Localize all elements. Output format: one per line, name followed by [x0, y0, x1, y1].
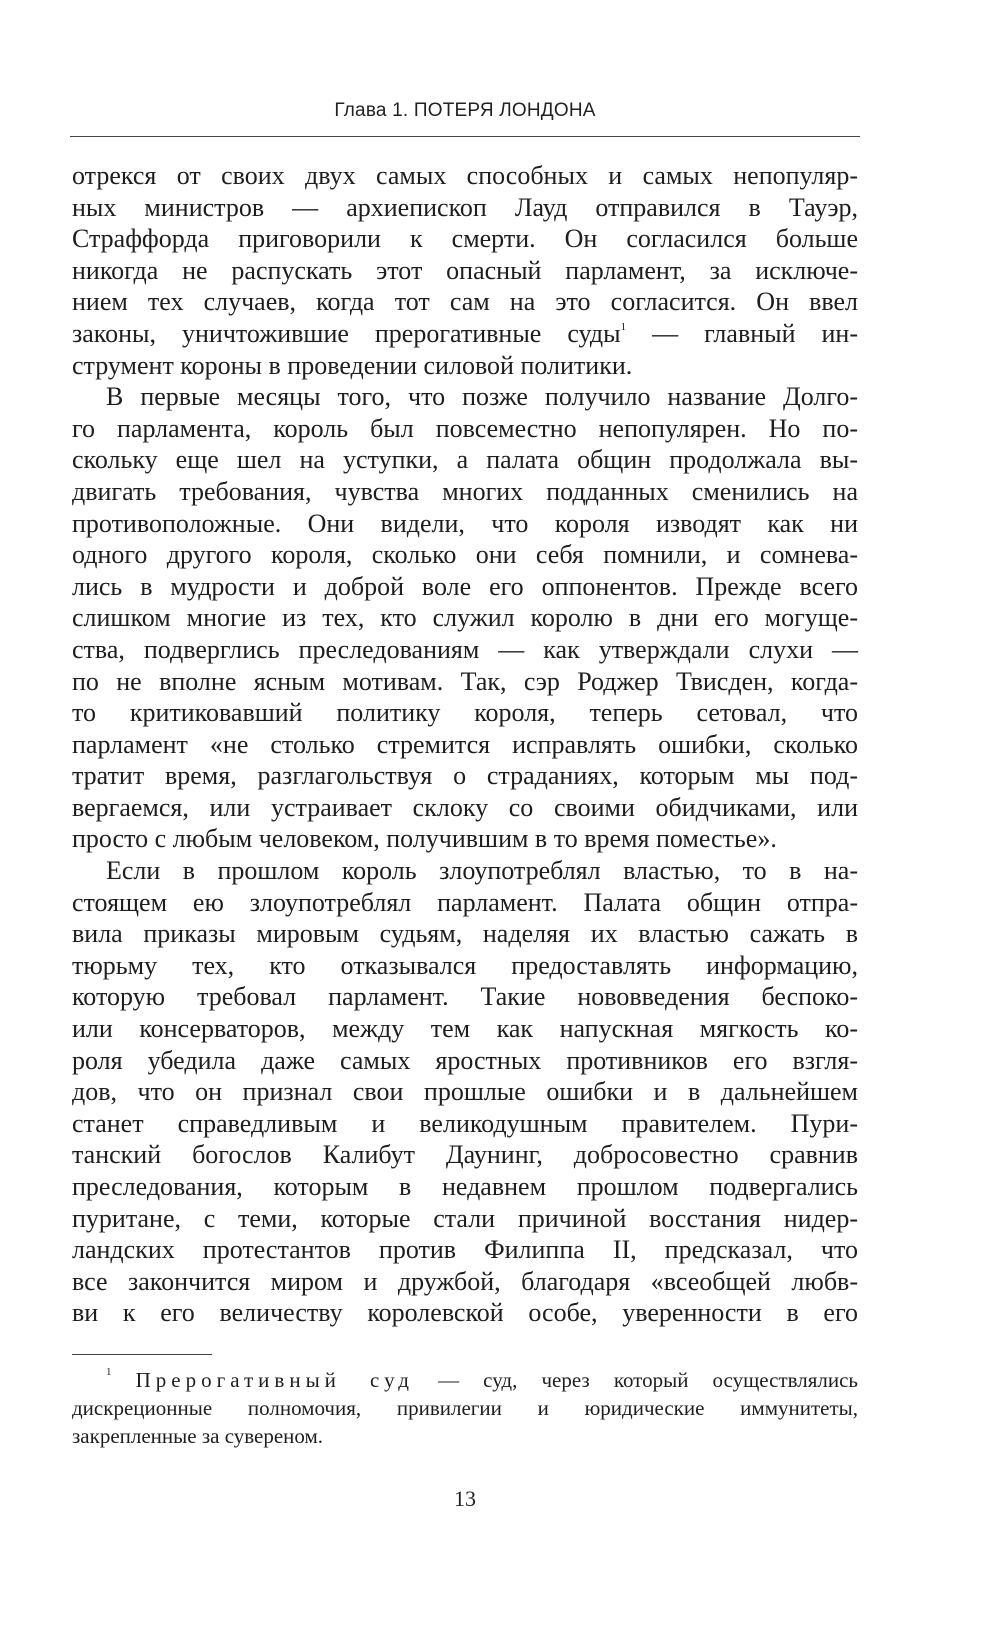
text-line: струмент короны в проведении силовой политики.: [72, 350, 633, 380]
text-line: танский богослов Калибут Даунинг, добросовестно сравнив: [72, 1140, 858, 1170]
text-line: пуритане, с теми, которые стали причиной восстания нидер-: [72, 1203, 858, 1233]
main-text: [72, 160, 858, 1329]
footnote-term: Прерогативный суд: [135, 1368, 414, 1392]
footnote-number: 1: [106, 1366, 112, 1378]
text-line: дов, что он признал свои прошлые ошибки и в дальнейшем: [72, 1077, 858, 1107]
text-line: все закончится миром и дружбой, благодаря «всеобщей любв-: [72, 1266, 858, 1296]
text-line: просто с любым человеком, получившим в то время поместье».: [72, 824, 777, 854]
text-line: скольку еще шел на уступки, а палата общин продолжала вы-: [72, 445, 858, 475]
text-line: по не вполне ясным мотивам. Так, сэр Роджер Твисден, когда-: [72, 666, 858, 696]
text-line: которую требовал парламент. Такие нововведения беспоко-: [72, 982, 858, 1012]
text-line: преследования, которым в недавнем прошлом подвергались: [72, 1172, 858, 1201]
footnote: [72, 1366, 858, 1450]
text-fragment: — главный ин-: [626, 318, 858, 348]
page-number: 13: [454, 1486, 476, 1511]
text-line: лись в мудрости и доброй воле его оппонентов. Прежде всего: [72, 571, 858, 601]
footnote-text: — суд, через который осуществлялись: [413, 1368, 859, 1392]
text-line: нием тех случаев, когда тот сам на это согласится. Он ввел: [72, 287, 858, 317]
text-line: противоположные. Они видели, что короля изводят как ни: [72, 508, 858, 538]
text-line: отрекся от своих двух самых способных и самых непопуляр-: [72, 161, 858, 190]
text-line: станет справедливым и великодушным правителем. Пури-: [72, 1108, 858, 1138]
text-line: ви к его величеству королевской особе, уверенности в его: [72, 1298, 858, 1328]
footnote-line: дискреционные полномочия, привилегии и юридические иммунитеты,: [72, 1396, 858, 1420]
text-line: ных министров — архиепископ Лауд отправился в Тауэр,: [72, 192, 858, 222]
text-line: то критиковавший политику короля, теперь сетовал, что: [72, 698, 858, 728]
text-line: Страффорда приговорили к смерти. Он согласился больше: [72, 224, 858, 254]
text-line: вила приказы мировым судьям, наделяя их властью сажать в: [72, 919, 858, 949]
text-line: одного другого короля, сколько они себя помнили, и сомнева-: [72, 540, 858, 570]
text-line: парламент «не столько стремится исправлять ошибки, сколько: [72, 729, 858, 759]
text-line: слишком многие из тех, кто служил королю в дни его могуще-: [72, 603, 858, 633]
running-header: Глава 1. ПОТЕРЯ ЛОНДОНА: [334, 100, 596, 121]
text-line: стоящем ею злоупотреблял парламент. Палата общин отпра-: [72, 887, 858, 917]
footnote-line: закрепленные за сувереном.: [72, 1424, 324, 1448]
text-line: ства, подверглись преследованиям — как утверждали слухи —: [72, 634, 858, 664]
text-line: никогда не распускать этот опасный парламент, за исключе-: [72, 255, 858, 285]
header-rule: [70, 136, 860, 137]
text-line: или консерваторов, между тем как напускная мягкость ко-: [72, 1014, 858, 1044]
text-line-with-footnote: [72, 318, 858, 350]
footnote-rule: [72, 1354, 212, 1355]
text-line: двигать требования, чувства многих подданных сменились на: [72, 476, 858, 506]
footnote-marker: 1: [620, 320, 627, 333]
text-fragment: законы, уничтожившие прерогативные суды: [72, 318, 621, 348]
text-line: роля убедила даже самых яростных противников его взгля-: [72, 1045, 858, 1075]
text-line: го парламента, король был повсеместно непопулярен. Но по-: [72, 413, 858, 443]
text-line: ландских протестантов против Филиппа II, предсказал, что: [72, 1235, 858, 1265]
text-line: тюрьму тех, кто отказывался предоставлять информацию,: [72, 950, 858, 980]
text-line: тратит время, разглагольствуя о страданиях, которым мы под-: [72, 761, 858, 791]
text-line: вергаемся, или устраивает склоку со своими обидчиками, или: [72, 792, 858, 822]
footnote-line: [72, 1366, 858, 1394]
text-line: В первые месяцы того, что позже получило название Долго-: [106, 382, 858, 412]
text-line: Если в прошлом король злоупотреблял властью, то в на-: [106, 856, 858, 886]
